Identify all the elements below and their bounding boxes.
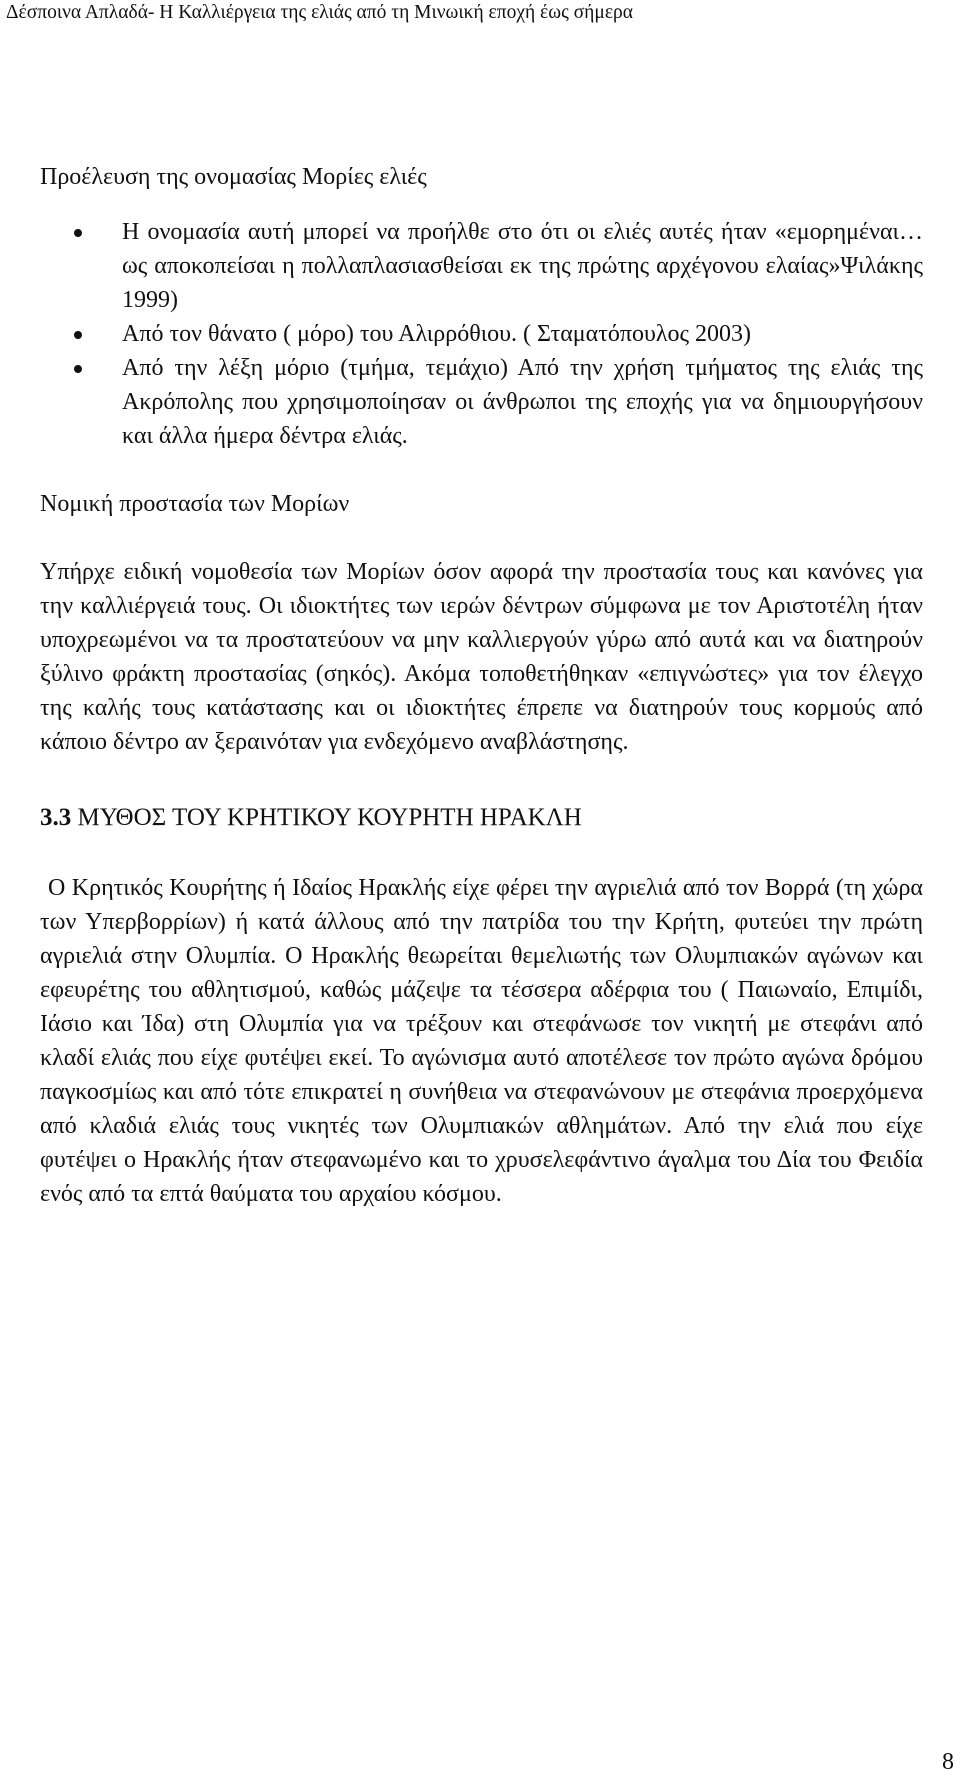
protection-heading: Νομική προστασία των Μορίων — [40, 491, 350, 517]
bullet-icon — [74, 365, 82, 373]
running-header: Δέσποινα Απλαδά- Η Καλλιέργεια της ελιάς από τη Μινωική εποχή έως σήμερα — [6, 2, 633, 23]
list-item-text: Η ονομασία αυτή μπορεί να προήλθε στο ότι οι ελιές αυτές ήταν «εμορημέναι… ως αποκοπείσαι η πολλαπλασιασθείσαι εκ της πρώτης αρχέγονου ελαίας»Ψιλάκης 1999) — [122, 219, 923, 313]
origin-heading: Προέλευση της ονομασίας Μορίες ελιές — [40, 164, 427, 190]
document-body — [40, 160, 923, 1211]
origin-list — [40, 215, 923, 453]
myth-paragraph: Ο Κρητικός Κουρήτης ή Ιδαίος Ηρακλής είχε φέρει την αγριελιά από τον Βορρά (τη χώρα των Υπερβορρίων) ή κατά άλλους από την πατρίδα του την Κρήτη, φυτεύει την πρώτη αγριελιά στην Ολυμπία. Ο Ηρακλής θεωρείται θεμελιωτής των Ολυμπιακών αγώνων και εφευρέτης του αθλητισμού, καθώς μάζεψε τα τέσσερα αδέρφια του ( Παιωναίο, Επιμίδι, Ιάσιο και Ίδα) στη Ολυμπία για να τρέξουν και στεφάνωσε τον νικητή με στεφάνι από κλαδί ελιάς που είχε φυτέψει εκεί. Το αγώνισμα αυτό αποτέλεσε τον πρώτο αγώνα δρόμου παγκοσμίως και από τότε επικρατεί η συνήθεια να στεφανώνουν με στεφάνια προερχόμενα από κλαδιά ελιάς τους νικητές των Ολυμπιακών αθλημάτων. Από την ελιά που είχε φυτέψει ο Ηρακλής ήταν στεφανωμένο και το χρυσελεφάντινο άγαλμα του Δία του Φειδία ενός από τα επτά θαύματα του αρχαίου κόσμου. — [40, 875, 923, 1207]
list-item — [40, 215, 923, 317]
protection-paragraph: Υπήρχε ειδική νομοθεσία των Μορίων όσον αφορά την προστασία τους και κανόνες για την καλλιέργειά τους. Οι ιδιοκτήτες των ιερών δέντρων σύμφωνα με τον Αριστοτέλη ήταν υποχρεωμένοι να τα προστατεύουν να μην καλλιεργούν γύρω από αυτά και να διατηρούν ξύλινο φράκτη προστασίας (σηκός). Ακόμα τοποθετήθηκαν «επιγνώστες» για τον έλεγχο της καλής τους κατάστασης και οι ιδιοκτήτες έπρεπε να διατηρούν τους κορμούς από κάποιο δέντρο αν ξεραινόταν για ενδεχόμενο αναβλάστησης. — [40, 559, 923, 755]
section-number: 3.3 — [40, 804, 72, 831]
bullet-icon — [74, 331, 82, 339]
page-number: 8 — [942, 1749, 954, 1775]
myth-section-heading — [40, 801, 923, 835]
list-item-text: Από τον θάνατο ( μόρο) του Αλιρρόθιου. ( Σταματόπουλος 2003) — [122, 321, 752, 347]
bullet-icon — [74, 229, 82, 237]
list-item-text: Από την λέξη μόριο (τμήμα, τεμάχιο) Από την χρήση τμήματος της ελιάς της Ακρόπολης που χρησιμοποίησαν οι άνθρωποι της εποχής για να δημιουργήσουν και άλλα ήμερα δέντρα ελιάς. — [122, 355, 923, 449]
list-item — [40, 317, 923, 351]
list-item — [40, 351, 923, 453]
section-title: ΜΥΘΟΣ ΤΟΥ ΚΡΗΤΙΚΟΥ ΚΟΥΡΗΤΗ ΗΡΑΚΛΗ — [71, 804, 582, 831]
